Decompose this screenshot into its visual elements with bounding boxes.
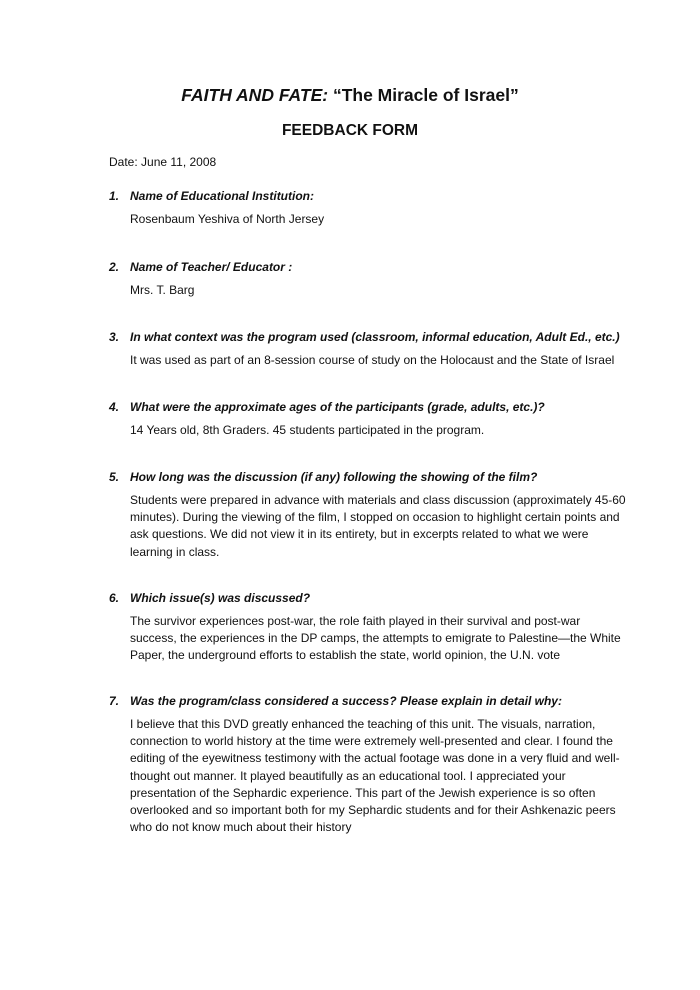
question-block-7 — [109, 693, 629, 836]
question-heading — [109, 590, 629, 606]
date-line: Date: June 11, 2008 — [109, 155, 217, 169]
question-heading — [109, 693, 629, 709]
answer-text: Rosenbaum Yeshiva of North Jersey — [130, 212, 325, 226]
question-number: 5. — [109, 470, 120, 484]
question-number: 7. — [109, 694, 120, 708]
question-block-4 — [109, 399, 629, 439]
document-title — [0, 84, 700, 106]
question-text: Was the program/class considered a success? Please explain in detail why: — [130, 694, 562, 708]
title-italic-part: FAITH AND FATE: — [181, 85, 329, 105]
question-heading — [109, 259, 629, 275]
question-text: What were the approximate ages of the participants (grade, adults, etc.)? — [130, 400, 545, 414]
answer-text: Students were prepared in advance with materials and class discussion (approximately 45-60 minutes). During the viewing of the film, I stopped on occasion to highlight certain points and ask questions. We did not view it in its entirety, but in excerpts related to what we were learning in class. — [130, 493, 626, 559]
question-heading — [109, 329, 629, 345]
question-block-2 — [109, 259, 629, 299]
answer-text: 14 Years old, 8th Graders. 45 students participated in the program. — [130, 423, 485, 437]
question-text: Name of Educational Institution: — [130, 189, 315, 203]
question-block-1 — [109, 188, 629, 228]
question-heading — [109, 188, 629, 204]
question-text: In what context was the program used (classroom, informal education, Adult Ed., etc.) — [130, 330, 620, 344]
answer-text: Mrs. T. Barg — [130, 283, 195, 297]
question-text: Name of Teacher/ Educator : — [130, 260, 293, 274]
question-heading — [109, 469, 629, 485]
title-program-name: “The Miracle of Israel” — [332, 85, 519, 105]
question-heading — [109, 399, 629, 415]
question-text: Which issue(s) was discussed? — [130, 591, 311, 605]
question-text: How long was the discussion (if any) following the showing of the film? — [130, 470, 538, 484]
form-heading: FEEDBACK FORM — [281, 122, 419, 139]
answer-text: It was used as part of an 8-session course of study on the Holocaust and the State of Israel — [130, 353, 615, 367]
question-number: 2. — [109, 260, 120, 274]
question-number: 3. — [109, 330, 120, 344]
question-number: 1. — [109, 189, 120, 203]
question-block-3 — [109, 329, 629, 369]
answer-text: I believe that this DVD greatly enhanced the teaching of this unit. The visuals, narration, connection to world history at the time were extremely well-presented and clear. I found the editing of the eyewitness testimony with the actual footage was done in a very fluid and well-thought out manner. It played beautifully as an educational tool. I appreciated your presentation of the Sephardic experience. This part of the Jewish experience is so often overlooked and so important both for my Sephardic students and for their Ashkenazic peers who do not know much about their history — [130, 717, 620, 835]
answer-text: The survivor experiences post-war, the role faith played in their survival and post-war success, the experiences in the DP camps, the attempts to emigrate to Palestine—the White Paper, the underground efforts to establish the state, world opinion, the U.N. vote — [130, 614, 621, 663]
question-block-6 — [109, 590, 629, 665]
question-block-5 — [109, 469, 629, 561]
question-number: 6. — [109, 591, 120, 605]
question-number: 4. — [109, 400, 120, 414]
